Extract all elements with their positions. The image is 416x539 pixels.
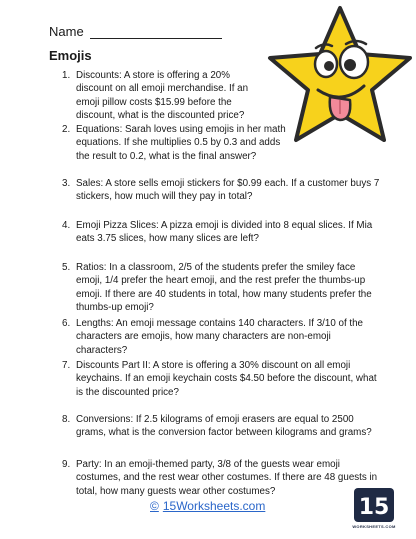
question-number: 5. bbox=[62, 262, 71, 273]
question-number: 2. bbox=[62, 124, 71, 135]
question-text: Equations: Sarah loves using emojis in her math equations. If she multiplies 0.5 by 0.3 and adds the result to 0.2, what is the final answer? bbox=[76, 124, 286, 162]
logo-text: WORKSHEETS.COM bbox=[352, 524, 396, 529]
copyright-icon: © bbox=[150, 499, 159, 513]
question-text: Conversions: If 2.5 kilograms of emoji erasers are equal to 2500 grams, what is the conversion factor between kilograms and grams? bbox=[76, 414, 372, 439]
question-number: 6. bbox=[62, 318, 71, 329]
site-name: 15Worksheets.com bbox=[162, 499, 266, 513]
question-item bbox=[62, 317, 382, 357]
logo-number: 15 bbox=[358, 495, 390, 520]
question-number: 9. bbox=[62, 459, 71, 470]
question-number: 3. bbox=[62, 178, 71, 189]
question-text: Party: In an emoji-themed party, 3/8 of the guests wear emoji costumes, and the rest wear other costumes. If there are 48 guests in total, how many guests wear other costumes? bbox=[76, 459, 378, 497]
worksheet-title: Emojis bbox=[49, 48, 92, 63]
name-row bbox=[49, 24, 222, 39]
question-item bbox=[62, 359, 382, 399]
question-item bbox=[62, 123, 382, 163]
question-text: Lengths: An emoji message contains 140 characters. If 3/10 of the characters are emojis, how many characters are non-emoji characters? bbox=[76, 318, 364, 356]
question-item bbox=[62, 458, 382, 498]
question-number: 1. bbox=[62, 70, 71, 81]
question-text: Ratios: In a classroom, 2/5 of the students prefer the smiley face emoji, 1/4 prefer the heart emoji, and the rest prefer the thumbs-up emoji. If there are 40 students in total, how many students prefer the thumbs-up emoji? bbox=[76, 262, 372, 314]
question-number: 7. bbox=[62, 360, 71, 371]
question-item bbox=[62, 413, 382, 440]
question-number: 8. bbox=[62, 414, 71, 425]
question-item bbox=[62, 177, 382, 204]
name-label: Name bbox=[49, 24, 84, 39]
question-text: Sales: A store sells emoji stickers for $0.99 each. If a customer buys 7 stickers, how much will they pay in total? bbox=[76, 178, 380, 203]
question-item bbox=[62, 219, 382, 246]
question-number: 4. bbox=[62, 220, 71, 231]
footer-site-link[interactable] bbox=[150, 499, 265, 513]
question-text: Discounts: A store is offering a 20% discount on all emoji merchandise. If an emoji pillow costs $15.99 before the discount, what is the discounted price? bbox=[76, 70, 249, 122]
logo-mark-icon bbox=[352, 486, 396, 524]
question-item bbox=[62, 261, 382, 315]
question-text: Emoji Pizza Slices: A pizza emoji is divided into 8 equal slices. If Mia eats 3.75 slices, how many slices are left? bbox=[76, 220, 373, 245]
name-field-line[interactable] bbox=[90, 26, 222, 39]
question-text: Discounts Part II: A store is offering a 30% discount on all emoji keychains. If an emoji keychain costs $4.50 before the discount, what is the discounted price? bbox=[76, 360, 377, 398]
site-logo bbox=[352, 486, 396, 532]
question-item bbox=[62, 69, 382, 123]
